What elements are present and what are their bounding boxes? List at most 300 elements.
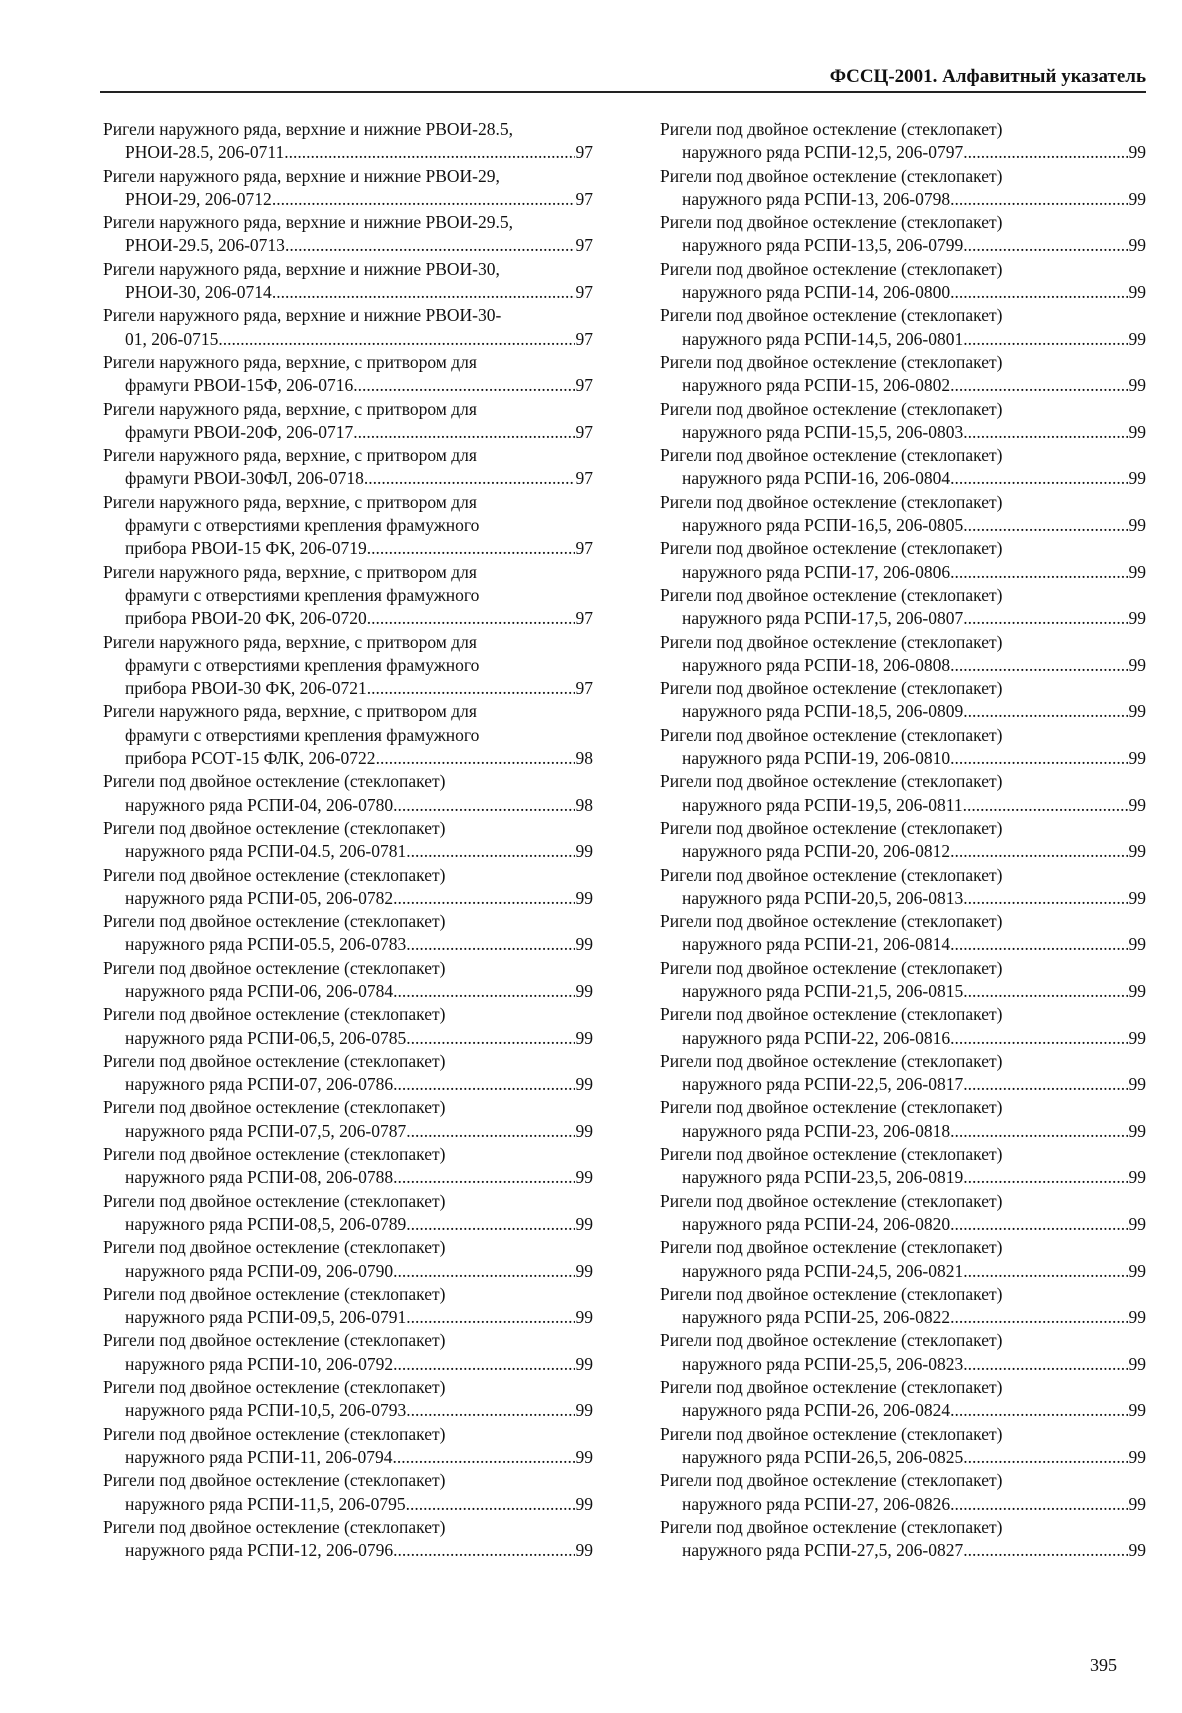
leader-dots bbox=[367, 607, 575, 630]
index-entry-line: наружного ряда РСПИ-26,5, 206-0825 bbox=[682, 1446, 964, 1467]
index-entry-line: Ригели под двойное остекление (стеклопакет) bbox=[660, 1237, 1003, 1258]
index-entry-page: 99 bbox=[1128, 282, 1146, 303]
leader-dots bbox=[950, 933, 1127, 956]
index-entry-page: 99 bbox=[575, 1260, 593, 1281]
leader-dots bbox=[950, 1027, 1127, 1050]
index-entry-page: 99 bbox=[575, 887, 593, 908]
index-entry-line: фрамуги РВОИ-15Ф, 206-0716 bbox=[125, 375, 354, 396]
index-entry-page: 99 bbox=[1128, 1493, 1146, 1514]
index-entry bbox=[103, 700, 593, 770]
index-entry bbox=[103, 1190, 593, 1237]
index-entry-last-line bbox=[103, 1399, 593, 1422]
index-entry-line: наружного ряда РСПИ-18,5, 206-0809 bbox=[682, 701, 964, 722]
index-entry-page: 99 bbox=[575, 1074, 593, 1095]
index-entry bbox=[103, 1423, 593, 1470]
index-entry bbox=[103, 631, 593, 701]
index-entry-page: 97 bbox=[575, 678, 593, 699]
index-entry bbox=[103, 304, 593, 351]
index-entry bbox=[660, 398, 1146, 445]
index-entry-line: наружного ряда РСПИ-27,5, 206-0827 bbox=[682, 1540, 964, 1561]
leader-dots bbox=[393, 1539, 574, 1562]
leader-dots bbox=[285, 234, 575, 257]
index-entry-line: Ригели под двойное остекление (стеклопакет) bbox=[660, 1283, 1003, 1304]
index-entry-line: Ригели под двойное остекление (стеклопакет) bbox=[660, 631, 1003, 652]
leader-dots bbox=[393, 1353, 574, 1376]
leader-dots bbox=[353, 421, 574, 444]
leader-dots bbox=[272, 188, 575, 211]
leader-dots bbox=[950, 1493, 1127, 1516]
index-entry-line: Ригели под двойное остекление (стеклопакет) bbox=[660, 864, 1003, 885]
leader-dots bbox=[364, 467, 575, 490]
index-entry-page: 97 bbox=[575, 538, 593, 559]
index-entry-last-line bbox=[660, 188, 1146, 211]
leader-dots bbox=[406, 933, 574, 956]
index-entry-line: наружного ряда РСПИ-27, 206-0826 bbox=[682, 1493, 951, 1514]
index-entry-last-line bbox=[660, 700, 1146, 723]
index-entry bbox=[660, 1236, 1146, 1283]
index-entry-line: прибора РВОИ-20 ФК, 206-0720 bbox=[125, 608, 367, 629]
leader-dots bbox=[963, 1353, 1127, 1376]
index-entry-page: 97 bbox=[575, 188, 593, 209]
index-entry-last-line bbox=[103, 1493, 593, 1516]
index-entry-last-line bbox=[103, 1446, 593, 1469]
index-entry-page: 99 bbox=[1128, 1446, 1146, 1467]
index-entry-line: наружного ряда РСПИ-13,5, 206-0799 bbox=[682, 235, 964, 256]
index-entry-line: Ригели под двойное остекление (стеклопакет) bbox=[103, 1190, 446, 1211]
index-entry-line: Ригели наружного ряда, верхние и нижние РВОИ-29, bbox=[103, 165, 500, 186]
index-entry-page: 97 bbox=[575, 468, 593, 489]
index-entry-page: 99 bbox=[575, 1120, 593, 1141]
index-entry bbox=[103, 770, 593, 817]
index-entry-line: Ригели под двойное остекление (стеклопакет) bbox=[660, 1516, 1003, 1537]
index-entry bbox=[660, 1143, 1146, 1190]
index-entry-line: наружного ряда РСПИ-07,5, 206-0787 bbox=[125, 1120, 407, 1141]
index-entry-line: фрамуги с отверстиями крепления фрамужного bbox=[125, 515, 480, 536]
index-entry-line: наружного ряда РСПИ-11,5, 206-0795 bbox=[125, 1493, 406, 1514]
index-entry-last-line bbox=[103, 1306, 593, 1329]
index-entry-last-line bbox=[660, 794, 1146, 817]
index-entry-line: Ригели под двойное остекление (стеклопакет) bbox=[103, 1237, 446, 1258]
index-entry-line: Ригели под двойное остекление (стеклопакет) bbox=[660, 398, 1003, 419]
index-entry-line: наружного ряда РСПИ-25, 206-0822 bbox=[682, 1307, 951, 1328]
index-entry-page: 99 bbox=[1128, 841, 1146, 862]
index-entry-line: Ригели наружного ряда, верхние и нижние РВОИ-30, bbox=[103, 258, 500, 279]
leader-dots bbox=[950, 281, 1127, 304]
index-entry-line: РНОИ-30, 206-0714 bbox=[125, 282, 272, 303]
index-entry bbox=[103, 1096, 593, 1143]
index-entry bbox=[660, 1329, 1146, 1376]
leader-dots bbox=[963, 887, 1127, 910]
index-entry-page: 99 bbox=[1128, 468, 1146, 489]
index-entry-line: Ригели под двойное остекление (стеклопакет) bbox=[660, 957, 1003, 978]
index-entry bbox=[660, 1516, 1146, 1563]
index-entry-page: 97 bbox=[575, 142, 593, 163]
index-entry-last-line bbox=[103, 234, 593, 257]
index-entry bbox=[660, 304, 1146, 351]
leader-dots bbox=[406, 1399, 574, 1422]
index-entry bbox=[660, 677, 1146, 724]
index-entry-line: Ригели под двойное остекление (стеклопакет) bbox=[660, 165, 1003, 186]
leader-dots bbox=[950, 1120, 1127, 1143]
index-entry-line: фрамуги РВОИ-20Ф, 206-0717 bbox=[125, 421, 354, 442]
index-entry-page: 99 bbox=[1128, 1400, 1146, 1421]
index-entry-page: 99 bbox=[1128, 654, 1146, 675]
index-entry-page: 99 bbox=[575, 841, 593, 862]
index-entry-line: Ригели под двойное остекление (стеклопакет) bbox=[103, 911, 446, 932]
index-entry-line: наружного ряда РСПИ-25,5, 206-0823 bbox=[682, 1353, 964, 1374]
index-entry-line: фрамуги с отверстиями крепления фрамужного bbox=[125, 584, 480, 605]
index-entry bbox=[660, 211, 1146, 258]
index-entry-line: наружного ряда РСПИ-12, 206-0796 bbox=[125, 1540, 394, 1561]
index-entry-line: Ригели под двойное остекление (стеклопакет) bbox=[103, 864, 446, 885]
index-entry-last-line bbox=[103, 1213, 593, 1236]
index-entry-line: наружного ряда РСПИ-10,5, 206-0793 bbox=[125, 1400, 407, 1421]
index-entry-line: Ригели под двойное остекление (стеклопакет) bbox=[660, 119, 1003, 139]
leader-dots bbox=[963, 700, 1127, 723]
leader-dots bbox=[963, 421, 1127, 444]
index-entry-line: наружного ряда РСПИ-16, 206-0804 bbox=[682, 468, 951, 489]
index-entry-page: 97 bbox=[575, 421, 593, 442]
index-entry-line: Ригели наружного ряда, верхние, с притвором для bbox=[103, 491, 477, 512]
index-entry bbox=[660, 1469, 1146, 1516]
index-entry-page: 99 bbox=[1128, 608, 1146, 629]
index-entry bbox=[103, 211, 593, 258]
index-entry-line: Ригели под двойное остекление (стеклопакет) bbox=[660, 491, 1003, 512]
index-entry-page: 99 bbox=[1128, 701, 1146, 722]
index-entry-page: 99 bbox=[575, 1027, 593, 1048]
index-entry-last-line bbox=[660, 328, 1146, 351]
index-entry-page: 99 bbox=[1128, 1307, 1146, 1328]
index-entry bbox=[660, 631, 1146, 678]
index-entry-page: 99 bbox=[1128, 1260, 1146, 1281]
index-entry bbox=[103, 1376, 593, 1423]
index-entry bbox=[660, 1003, 1146, 1050]
index-entry-line: Ригели наружного ряда, верхние, с притвором для bbox=[103, 701, 477, 722]
index-entry-last-line bbox=[103, 188, 593, 211]
index-entry-line: наружного ряда РСПИ-23, 206-0818 bbox=[682, 1120, 951, 1141]
index-entry-line: наружного ряда РСПИ-21, 206-0814 bbox=[682, 934, 951, 955]
index-entry-page: 99 bbox=[1128, 1540, 1146, 1561]
index-entry-page: 97 bbox=[575, 328, 593, 349]
index-entry-last-line bbox=[103, 1027, 593, 1050]
index-entry bbox=[660, 910, 1146, 957]
index-entry-last-line bbox=[103, 374, 593, 397]
index-entry-last-line bbox=[660, 747, 1146, 770]
index-entry-line: наружного ряда РСПИ-04, 206-0780 bbox=[125, 794, 394, 815]
index-entry-line: наружного ряда РСПИ-14, 206-0800 bbox=[682, 282, 951, 303]
index-entry-page: 97 bbox=[575, 282, 593, 303]
index-entry-line: Ригели под двойное остекление (стеклопакет) bbox=[660, 1330, 1003, 1351]
index-entry-line: наружного ряда РСПИ-21,5, 206-0815 bbox=[682, 980, 964, 1001]
index-entry bbox=[103, 957, 593, 1004]
index-entry-line: Ригели под двойное остекление (стеклопакет) bbox=[103, 817, 446, 838]
index-entry bbox=[660, 724, 1146, 771]
leader-dots bbox=[950, 188, 1127, 211]
index-entry-line: РНОИ-28.5, 206-0711 bbox=[125, 142, 285, 163]
index-entry-line: Ригели под двойное остекление (стеклопакет) bbox=[660, 351, 1003, 372]
index-entry-page: 98 bbox=[575, 794, 593, 815]
index-entry bbox=[660, 491, 1146, 538]
index-entry-line: Ригели наружного ряда, верхние, с притвором для bbox=[103, 351, 477, 372]
index-entry-line: Ригели под двойное остекление (стеклопакет) bbox=[103, 1377, 446, 1398]
index-entry-line: Ригели под двойное остекление (стеклопакет) bbox=[660, 445, 1003, 466]
index-entry bbox=[660, 351, 1146, 398]
leader-dots bbox=[963, 234, 1127, 257]
index-entry-page: 99 bbox=[575, 1400, 593, 1421]
leader-dots bbox=[393, 1446, 575, 1469]
index-entry bbox=[660, 584, 1146, 631]
index-entry bbox=[103, 817, 593, 864]
index-entry-line: Ригели под двойное остекление (стеклопакет) bbox=[660, 1097, 1003, 1118]
index-entry-page: 99 bbox=[1128, 794, 1146, 815]
index-entry-line: Ригели наружного ряда, верхние, с притвором для bbox=[103, 631, 477, 652]
index-entry-page: 99 bbox=[1128, 375, 1146, 396]
index-entry-line: Ригели под двойное остекление (стеклопакет) bbox=[660, 305, 1003, 326]
index-entry-page: 99 bbox=[1128, 235, 1146, 256]
index-entry-line: наружного ряда РСПИ-19, 206-0810 bbox=[682, 748, 951, 769]
leader-dots bbox=[950, 840, 1127, 863]
index-entry-last-line bbox=[103, 980, 593, 1003]
index-entry-page: 99 bbox=[1128, 934, 1146, 955]
index-entry-last-line bbox=[103, 1166, 593, 1189]
index-entry-line: прибора РВОИ-15 ФК, 206-0719 bbox=[125, 538, 367, 559]
page-number: 395 bbox=[1090, 1655, 1117, 1675]
index-entry-line: Ригели наружного ряда, верхние и нижние РВОИ-29.5, bbox=[103, 212, 513, 233]
index-entry-last-line bbox=[660, 1493, 1146, 1516]
index-entry-line: Ригели под двойное остекление (стеклопакет) bbox=[103, 1050, 446, 1071]
index-entry bbox=[103, 1329, 593, 1376]
leader-dots bbox=[393, 980, 574, 1003]
index-entry-page: 99 bbox=[1128, 1167, 1146, 1188]
index-entry bbox=[103, 864, 593, 911]
index-entry-line: Ригели под двойное остекление (стеклопакет) bbox=[103, 1097, 446, 1118]
index-entry-line: прибора РВОИ-30 ФК, 206-0721 bbox=[125, 678, 367, 699]
index-entry-page: 97 bbox=[575, 235, 593, 256]
index-entry-line: Ригели под двойное остекление (стеклопакет) bbox=[103, 1423, 446, 1444]
index-entry bbox=[103, 165, 593, 212]
index-entry-page: 99 bbox=[1128, 1074, 1146, 1095]
index-entry-line: 01, 206-0715 bbox=[125, 328, 219, 349]
index-entry-line: Ригели наружного ряда, верхние, с притвором для bbox=[103, 398, 477, 419]
index-entry-line: наружного ряда РСПИ-22, 206-0816 bbox=[682, 1027, 951, 1048]
index-entry-last-line bbox=[660, 607, 1146, 630]
index-entry-last-line bbox=[103, 1120, 593, 1143]
index-column-right bbox=[660, 118, 1146, 1562]
index-entry bbox=[660, 957, 1146, 1004]
leader-dots bbox=[963, 1260, 1127, 1283]
index-entry-line: наружного ряда РСПИ-19,5, 206-0811 bbox=[682, 794, 963, 815]
leader-dots bbox=[963, 794, 1128, 817]
index-entry-line: Ригели под двойное остекление (стеклопакет) bbox=[660, 1190, 1003, 1211]
index-entry-line: фрамуги РВОИ-30ФЛ, 206-0718 bbox=[125, 468, 364, 489]
index-entry-page: 99 bbox=[1128, 142, 1146, 163]
leader-dots bbox=[963, 1539, 1127, 1562]
index-entry-line: прибора РСОТ-15 ФЛК, 206-0722 bbox=[125, 748, 376, 769]
index-entry-page: 99 bbox=[575, 980, 593, 1001]
index-entry-line: Ригели под двойное остекление (стеклопакет) bbox=[103, 1144, 446, 1165]
index-entry-last-line bbox=[660, 1306, 1146, 1329]
leader-dots bbox=[367, 677, 575, 700]
index-entry bbox=[103, 118, 593, 165]
index-entry-last-line bbox=[660, 654, 1146, 677]
leader-dots bbox=[963, 141, 1127, 164]
index-entry-line: РНОИ-29.5, 206-0713 bbox=[125, 235, 285, 256]
index-entry bbox=[103, 258, 593, 305]
index-entry bbox=[103, 561, 593, 631]
index-entry-last-line bbox=[660, 374, 1146, 397]
index-entry-page: 99 bbox=[575, 1353, 593, 1374]
index-entry-last-line bbox=[660, 933, 1146, 956]
index-entry-line: Ригели под двойное остекление (стеклопакет) bbox=[660, 724, 1003, 745]
leader-dots bbox=[393, 887, 574, 910]
index-entry-page: 97 bbox=[575, 608, 593, 629]
index-entry-page: 99 bbox=[1128, 1027, 1146, 1048]
index-entry-last-line bbox=[103, 281, 593, 304]
index-entry-line: наружного ряда РСПИ-20, 206-0812 bbox=[682, 841, 951, 862]
leader-dots bbox=[950, 1213, 1127, 1236]
leader-dots bbox=[393, 794, 574, 817]
leader-dots bbox=[393, 1260, 574, 1283]
index-entry-last-line bbox=[103, 1073, 593, 1096]
index-entry-page: 98 bbox=[575, 748, 593, 769]
index-entry-line: Ригели наружного ряда, верхние и нижние РВОИ-28.5, bbox=[103, 119, 513, 139]
index-entry bbox=[103, 910, 593, 957]
page-header-title: ФССЦ-2001. Алфавитный указатель bbox=[829, 66, 1146, 87]
index-entry-page: 99 bbox=[575, 1307, 593, 1328]
index-entry-line: наружного ряда РСПИ-20,5, 206-0813 bbox=[682, 887, 964, 908]
index-entry-line: Ригели под двойное остекление (стеклопакет) bbox=[103, 1283, 446, 1304]
index-entry-last-line bbox=[660, 1120, 1146, 1143]
index-entry-last-line bbox=[660, 887, 1146, 910]
index-entry-last-line bbox=[103, 840, 593, 863]
leader-dots bbox=[950, 561, 1127, 584]
index-entry-line: Ригели под двойное остекление (стеклопакет) bbox=[660, 584, 1003, 605]
index-entry bbox=[660, 770, 1146, 817]
index-entry-last-line bbox=[660, 514, 1146, 537]
index-entry-last-line bbox=[103, 141, 593, 164]
leader-dots bbox=[963, 980, 1127, 1003]
leader-dots bbox=[406, 840, 574, 863]
leader-dots bbox=[963, 1073, 1127, 1096]
index-entry-last-line bbox=[660, 421, 1146, 444]
index-entry-last-line bbox=[660, 1539, 1146, 1562]
index-entry-last-line bbox=[103, 933, 593, 956]
header-rule bbox=[100, 91, 1146, 93]
index-entry-page: 99 bbox=[575, 1540, 593, 1561]
index-entry-line: Ригели под двойное остекление (стеклопакет) bbox=[103, 1470, 446, 1491]
index-entry bbox=[103, 1469, 593, 1516]
index-entry-line: Ригели под двойное остекление (стеклопакет) bbox=[103, 1330, 446, 1351]
index-entry-line: наружного ряда РСПИ-05.5, 206-0783 bbox=[125, 934, 407, 955]
leader-dots bbox=[353, 374, 574, 397]
index-entry-line: Ригели под двойное остекление (стеклопакет) bbox=[660, 538, 1003, 559]
leader-dots bbox=[963, 607, 1127, 630]
index-entry-line: Ригели под двойное остекление (стеклопакет) bbox=[103, 957, 446, 978]
index-entry-last-line bbox=[660, 1027, 1146, 1050]
index-entry-line: Ригели под двойное остекление (стеклопакет) bbox=[660, 1423, 1003, 1444]
index-entry-line: Ригели под двойное остекление (стеклопакет) bbox=[660, 771, 1003, 792]
index-entry-line: Ригели под двойное остекление (стеклопакет) bbox=[660, 1144, 1003, 1165]
index-entry-line: Ригели под двойное остекление (стеклопакет) bbox=[660, 1050, 1003, 1071]
index-entry-line: Ригели под двойное остекление (стеклопакет) bbox=[660, 1470, 1003, 1491]
index-entry bbox=[660, 817, 1146, 864]
index-entry-line: наружного ряда РСПИ-10, 206-0792 bbox=[125, 1353, 394, 1374]
leader-dots bbox=[393, 1073, 574, 1096]
index-entry-line: наружного ряда РСПИ-12,5, 206-0797 bbox=[682, 142, 964, 163]
index-entry-line: Ригели под двойное остекление (стеклопакет) bbox=[660, 258, 1003, 279]
index-entry-page: 99 bbox=[575, 1167, 593, 1188]
leader-dots bbox=[950, 374, 1127, 397]
index-entry-line: наружного ряда РСПИ-14,5, 206-0801 bbox=[682, 328, 964, 349]
index-entry-last-line bbox=[660, 234, 1146, 257]
index-entry-last-line bbox=[660, 1166, 1146, 1189]
index-entry-line: наружного ряда РСПИ-22,5, 206-0817 bbox=[682, 1074, 964, 1095]
index-entry bbox=[103, 1003, 593, 1050]
index-entry bbox=[103, 1236, 593, 1283]
index-entry-line: Ригели наружного ряда, верхние, с притвором для bbox=[103, 445, 477, 466]
index-entry bbox=[660, 537, 1146, 584]
index-entry-last-line bbox=[103, 421, 593, 444]
index-entry-last-line bbox=[103, 747, 593, 770]
index-entry-line: наружного ряда РСПИ-08, 206-0788 bbox=[125, 1167, 394, 1188]
index-entry-last-line bbox=[660, 840, 1146, 863]
index-entry-line: наружного ряда РСПИ-05, 206-0782 bbox=[125, 887, 394, 908]
leader-dots bbox=[406, 1493, 575, 1516]
leader-dots bbox=[367, 537, 575, 560]
index-entry-page: 99 bbox=[575, 1493, 593, 1514]
index-entry-line: наружного ряда РСПИ-07, 206-0786 bbox=[125, 1074, 394, 1095]
leader-dots bbox=[950, 1306, 1127, 1329]
index-entry-line: наружного ряда РСПИ-06, 206-0784 bbox=[125, 980, 394, 1001]
index-column-left bbox=[103, 118, 593, 1562]
index-entry-page: 99 bbox=[1128, 561, 1146, 582]
leader-dots bbox=[963, 1166, 1127, 1189]
leader-dots bbox=[272, 281, 575, 304]
index-entry bbox=[660, 1283, 1146, 1330]
index-entry-line: Ригели под двойное остекление (стеклопакет) bbox=[660, 212, 1003, 233]
leader-dots bbox=[963, 1446, 1127, 1469]
index-entry-page: 99 bbox=[1128, 1353, 1146, 1374]
index-entry-line: Ригели под двойное остекление (стеклопакет) bbox=[660, 817, 1003, 838]
index-entry-line: Ригели под двойное остекление (стеклопакет) bbox=[103, 1516, 446, 1537]
index-entry-line: Ригели под двойное остекление (стеклопакет) bbox=[660, 1377, 1003, 1398]
index-entry-page: 99 bbox=[1128, 887, 1146, 908]
index-entry-page: 99 bbox=[575, 1213, 593, 1234]
index-entry-page: 99 bbox=[575, 934, 593, 955]
index-entry-line: наружного ряда РСПИ-24,5, 206-0821 bbox=[682, 1260, 964, 1281]
index-entry-last-line bbox=[103, 607, 593, 630]
leader-dots bbox=[218, 328, 574, 351]
leader-dots bbox=[963, 514, 1127, 537]
index-entry-line: фрамуги с отверстиями крепления фрамужного bbox=[125, 724, 480, 745]
leader-dots bbox=[950, 654, 1127, 677]
index-entry-page: 99 bbox=[1128, 328, 1146, 349]
index-entry-line: наружного ряда РСПИ-11, 206-0794 bbox=[125, 1446, 393, 1467]
leader-dots bbox=[393, 1166, 574, 1189]
index-entry-page: 97 bbox=[575, 375, 593, 396]
index-entry-line: наружного ряда РСПИ-24, 206-0820 bbox=[682, 1213, 951, 1234]
index-entry bbox=[660, 1050, 1146, 1097]
index-entry-line: Ригели наружного ряда, верхние и нижние РВОИ-30- bbox=[103, 305, 502, 326]
index-entry-line: фрамуги с отверстиями крепления фрамужного bbox=[125, 654, 480, 675]
index-entry-page: 99 bbox=[1128, 515, 1146, 536]
leader-dots bbox=[950, 467, 1127, 490]
index-entry-line: наружного ряда РСПИ-17,5, 206-0807 bbox=[682, 608, 964, 629]
index-entry-line: наружного ряда РСПИ-09,5, 206-0791 bbox=[125, 1307, 407, 1328]
index-entry-last-line bbox=[660, 467, 1146, 490]
index-entry-page: 99 bbox=[1128, 980, 1146, 1001]
leader-dots bbox=[950, 747, 1127, 770]
